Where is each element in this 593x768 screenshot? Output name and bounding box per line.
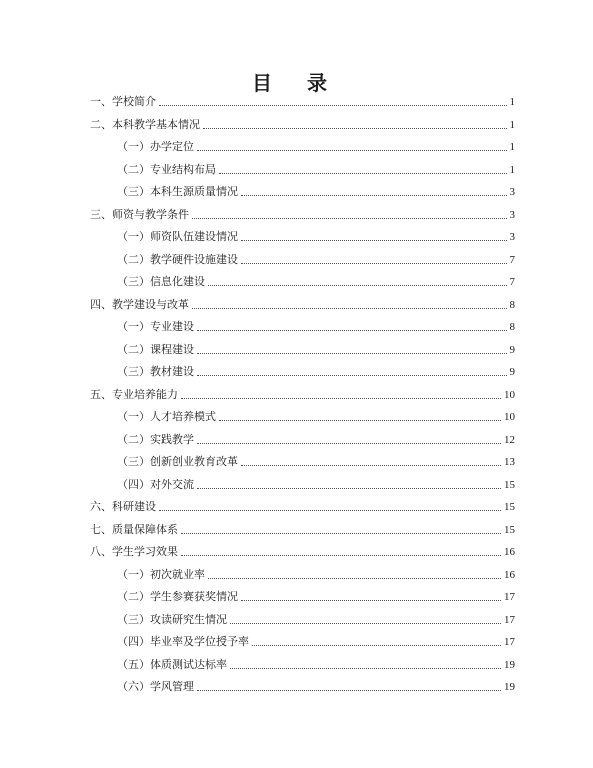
toc-entry-page-number: 8 (509, 298, 515, 311)
toc-dot-leader (159, 510, 501, 511)
toc-entry-label: 三、师资与教学条件 (90, 207, 189, 221)
toc-dot-leader (219, 420, 501, 421)
toc-title: 目 录 (252, 71, 341, 95)
toc-entry[interactable] (117, 138, 515, 156)
toc-dot-leader (241, 195, 507, 196)
toc-entry[interactable] (117, 431, 515, 449)
toc-entry-label: （二）实践教学 (117, 432, 194, 446)
toc-entry[interactable] (90, 498, 515, 516)
toc-entry-label: （一）师资队伍建设情况 (117, 230, 238, 243)
toc-entry[interactable] (117, 678, 515, 696)
toc-entry[interactable] (117, 566, 515, 584)
toc-entry-label: （一）专业建设 (117, 320, 194, 333)
toc-entry-page-number: 15 (504, 523, 515, 536)
toc-dot-leader (241, 465, 501, 466)
toc-entry-label: （三）创新创业教育改革 (117, 455, 238, 468)
toc-dot-leader (181, 398, 501, 399)
toc-entry-page-number: 7 (509, 276, 515, 288)
toc-dot-leader (197, 375, 507, 376)
toc-dot-leader (252, 645, 501, 646)
toc-entry-label: （五）体质测试达标率 (117, 657, 227, 671)
toc-entry-page-number: 17 (504, 613, 515, 626)
toc-dot-leader (219, 173, 507, 174)
toc-dot-leader (192, 218, 507, 219)
toc-entry[interactable] (90, 521, 515, 539)
toc-entry-page-number: 7 (509, 253, 515, 266)
toc-entry-label: （三）本科生源质量情况 (117, 185, 238, 198)
toc-entry[interactable] (117, 588, 515, 606)
toc-entry-label: 六、科研建设 (90, 500, 156, 513)
toc-entry[interactable] (117, 251, 515, 269)
toc-entry[interactable] (90, 116, 515, 134)
toc-entry[interactable] (117, 273, 515, 291)
toc-dot-leader (203, 128, 507, 129)
toc-entry-label: （一）初次就业率 (117, 567, 205, 581)
toc-entry[interactable] (117, 633, 515, 651)
toc-entry-page-number: 16 (504, 546, 515, 558)
toc-entry-label: （一）人才培养模式 (117, 410, 216, 423)
toc-dot-leader (197, 443, 501, 444)
toc-entry-label: （二）学生参赛获奖情况 (117, 590, 238, 603)
toc-entry-page-number: 1 (509, 118, 515, 131)
toc-dot-leader (241, 600, 501, 601)
toc-entry-page-number: 1 (509, 163, 515, 176)
toc-entry-label: 二、本科教学基本情况 (90, 117, 200, 131)
toc-entry-page-number: 9 (509, 343, 515, 356)
toc-dot-leader (241, 263, 507, 264)
toc-entry-page-number: 19 (504, 658, 515, 671)
toc-entry[interactable] (117, 363, 515, 381)
toc-entry-label: （四）毕业率及学位授予率 (117, 635, 249, 648)
toc-entry[interactable] (117, 161, 515, 179)
toc-entry-label: 七、质量保障体系 (90, 522, 178, 536)
toc-dot-leader (181, 533, 501, 534)
toc-entry-label: （三）教材建设 (117, 365, 194, 378)
toc-entry[interactable] (90, 296, 515, 314)
toc-entry-page-number: 13 (504, 456, 515, 468)
toc-entry-page-number: 16 (504, 568, 515, 581)
toc-dot-leader (197, 150, 507, 151)
toc-dot-leader (230, 623, 501, 624)
toc-entry[interactable] (117, 318, 515, 336)
toc-entry-label: 八、学生学习效果 (90, 545, 178, 558)
toc-entry[interactable] (117, 341, 515, 359)
toc-entry-label: （二）专业结构布局 (117, 162, 216, 176)
toc-entry-label: （二）教学硬件设施建设 (117, 252, 238, 266)
toc-dot-leader (197, 488, 501, 489)
toc-entry[interactable] (90, 93, 515, 111)
toc-entry-label: 五、专业培养能力 (90, 387, 178, 401)
toc-entry-page-number: 17 (504, 591, 515, 603)
toc-entry-label: （三）攻读研究生情况 (117, 612, 227, 626)
toc-entry-page-number: 15 (504, 501, 515, 513)
toc-entry[interactable] (117, 408, 515, 426)
toc-entry-page-number: 1 (509, 141, 515, 153)
toc-entry-page-number: 8 (509, 321, 515, 333)
toc-entry-label: （三）信息化建设 (117, 275, 205, 288)
toc-dot-leader (241, 240, 507, 241)
toc-entry[interactable] (117, 453, 515, 471)
toc-dot-leader (159, 105, 507, 106)
toc-entry-label: （四）对外交流 (117, 477, 194, 491)
toc-dot-leader (181, 555, 501, 556)
toc-entry-page-number: 9 (509, 366, 515, 378)
toc-entry-page-number: 19 (504, 681, 515, 693)
toc-entry[interactable] (90, 206, 515, 224)
toc-entry-label: （一）办学定位 (117, 140, 194, 153)
toc-entry-page-number: 10 (504, 388, 515, 401)
toc-dot-leader (197, 690, 501, 691)
toc-dot-leader (230, 668, 501, 669)
toc-entry-page-number: 3 (509, 186, 515, 198)
toc-entry-page-number: 15 (504, 478, 515, 491)
toc-entry-page-number: 17 (504, 636, 515, 648)
toc-entry-page-number: 3 (509, 208, 515, 221)
toc-dot-leader (208, 578, 501, 579)
toc-dot-leader (192, 308, 507, 309)
toc-dot-leader (197, 353, 507, 354)
toc-dot-leader (208, 285, 507, 286)
toc-entry-page-number: 12 (504, 433, 515, 446)
toc-entry[interactable] (117, 656, 515, 674)
toc-entry[interactable] (117, 183, 515, 201)
toc-entry[interactable] (90, 386, 515, 404)
toc-entry-label: （六）学风管理 (117, 680, 194, 693)
toc-entry[interactable] (117, 228, 515, 246)
toc-entry[interactable] (90, 543, 515, 561)
toc-entry[interactable] (117, 611, 515, 629)
toc-dot-leader (197, 330, 507, 331)
toc-entry-label: （二）课程建设 (117, 342, 194, 356)
toc-entry-page-number: 1 (509, 96, 515, 108)
toc-entry-page-number: 3 (509, 231, 515, 243)
toc-entry-label: 四、教学建设与改革 (90, 297, 189, 311)
toc-entry-page-number: 10 (504, 411, 515, 423)
toc-entry[interactable] (117, 476, 515, 494)
toc-entry-label: 一、学校简介 (90, 95, 156, 108)
